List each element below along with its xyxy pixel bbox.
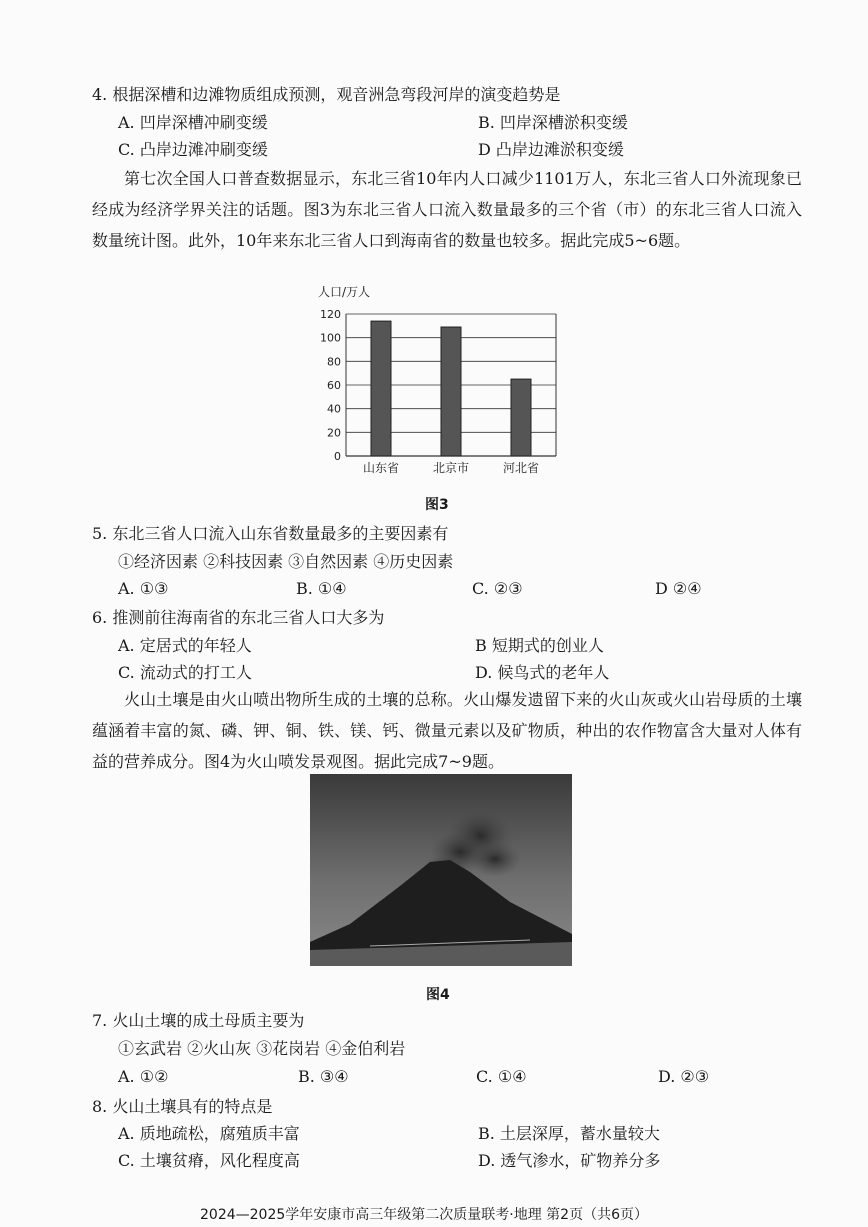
chart-ylabel: 人口/万人 xyxy=(318,285,371,299)
y-tick-label: 120 xyxy=(320,308,341,321)
q4-stem: 4. 根据深槽和边滩物质组成预测，观音洲急弯段河岸的演变趋势是 xyxy=(92,85,561,104)
q6-option-c: C. 流动式的打工人 xyxy=(118,663,252,682)
bar-1 xyxy=(371,321,391,456)
q5-option-a: A. ①③ xyxy=(118,579,169,598)
q4-option-a: A. 凹岸深槽冲刷变缓 xyxy=(118,113,268,132)
y-tick-label: 40 xyxy=(327,402,341,416)
volcano-eruption-photo xyxy=(310,774,572,966)
chart-bars xyxy=(371,321,531,456)
q5-option-d: D ②④ xyxy=(655,579,702,598)
x-category-label: 河北省 xyxy=(502,461,540,475)
q6-stem: 6. 推测前往海南省的东北三省人口大多为 xyxy=(92,608,385,627)
page-footer: 2024—2025学年安康市高三年级第二次质量联考·地理 第2页（共6页） xyxy=(200,1207,648,1223)
y-tick-label: 100 xyxy=(320,331,341,345)
figure-3-caption: 图3 xyxy=(425,497,449,513)
chart-xlabels xyxy=(363,460,539,475)
passage-population: 第七次全国人口普查数据显示，东北三省10年内人口减少1101万人，东北三省人口外流现象已经成为经济学界关注的话题。图3为东北三省人口流入数量最多的三个省（市）的东北三省人口流入数量统计图。此外，10年来东北三省人口到海南省的数量也较多。据此完成5~6题。 xyxy=(92,169,802,250)
q7-items: ①玄武岩 ②火山灰 ③花岗岩 ④金伯利岩 xyxy=(118,1039,406,1058)
x-category-label: 北京市 xyxy=(432,461,470,475)
q8-option-b: B. 土层深厚，蓄水量较大 xyxy=(478,1124,660,1143)
q8-option-d: D. 透气渗水，矿物养分多 xyxy=(478,1151,661,1170)
y-tick-label: 0 xyxy=(334,450,341,463)
q5-items: ①经济因素 ②科技因素 ③自然因素 ④历史因素 xyxy=(118,552,454,571)
q5-stem: 5. 东北三省人口流入山东省数量最多的主要因素有 xyxy=(92,524,449,543)
q7-option-a: A. ①② xyxy=(118,1067,169,1086)
q4-option-c: C. 凸岸边滩冲刷变缓 xyxy=(118,140,268,159)
y-tick-label: 60 xyxy=(327,379,341,392)
q7-stem: 7. 火山土壤的成土母质主要为 xyxy=(92,1011,305,1030)
q8-option-a: A. 质地疏松，腐殖质丰富 xyxy=(118,1124,300,1143)
bar-3 xyxy=(511,379,531,456)
passage-volcanic-soil: 火山土壤是由火山喷出物所生成的土壤的总称。火山爆发遗留下来的火山灰或火山岩母质的土壤蕴涵着丰富的氮、磷、钾、铜、铁、镁、钙、微量元素以及矿物质，种出的农作物富含大量对人体有益的营养成分。图4为火山喷发景观图。据此完成7~9题。 xyxy=(92,690,802,771)
q7-option-c: C. ①④ xyxy=(476,1067,527,1086)
q8-option-c: C. 土壤贫瘠，风化程度高 xyxy=(118,1151,300,1170)
y-tick-label: 20 xyxy=(327,426,341,440)
q6-option-b: B 短期式的创业人 xyxy=(475,636,604,655)
figure-4-caption: 图4 xyxy=(426,987,450,1003)
population-bar-chart xyxy=(310,282,570,482)
q7-option-d: D. ②③ xyxy=(658,1067,710,1086)
q6-option-a: A. 定居式的年轻人 xyxy=(118,636,252,655)
q5-option-c: C. ②③ xyxy=(472,579,523,598)
chart-yticks xyxy=(320,308,341,463)
q8-stem: 8. 火山土壤具有的特点是 xyxy=(92,1097,273,1116)
q4-option-d: D 凸岸边滩淤积变缓 xyxy=(478,140,624,159)
q4-option-b: B. 凹岸深槽淤积变缓 xyxy=(478,113,628,132)
bar-2 xyxy=(441,327,461,456)
q6-option-d: D. 候鸟式的老年人 xyxy=(475,663,610,682)
q5-option-b: B. ①④ xyxy=(296,579,347,598)
y-tick-label: 80 xyxy=(327,355,341,369)
q7-option-b: B. ③④ xyxy=(298,1067,349,1086)
x-category-label: 山东省 xyxy=(362,461,400,475)
